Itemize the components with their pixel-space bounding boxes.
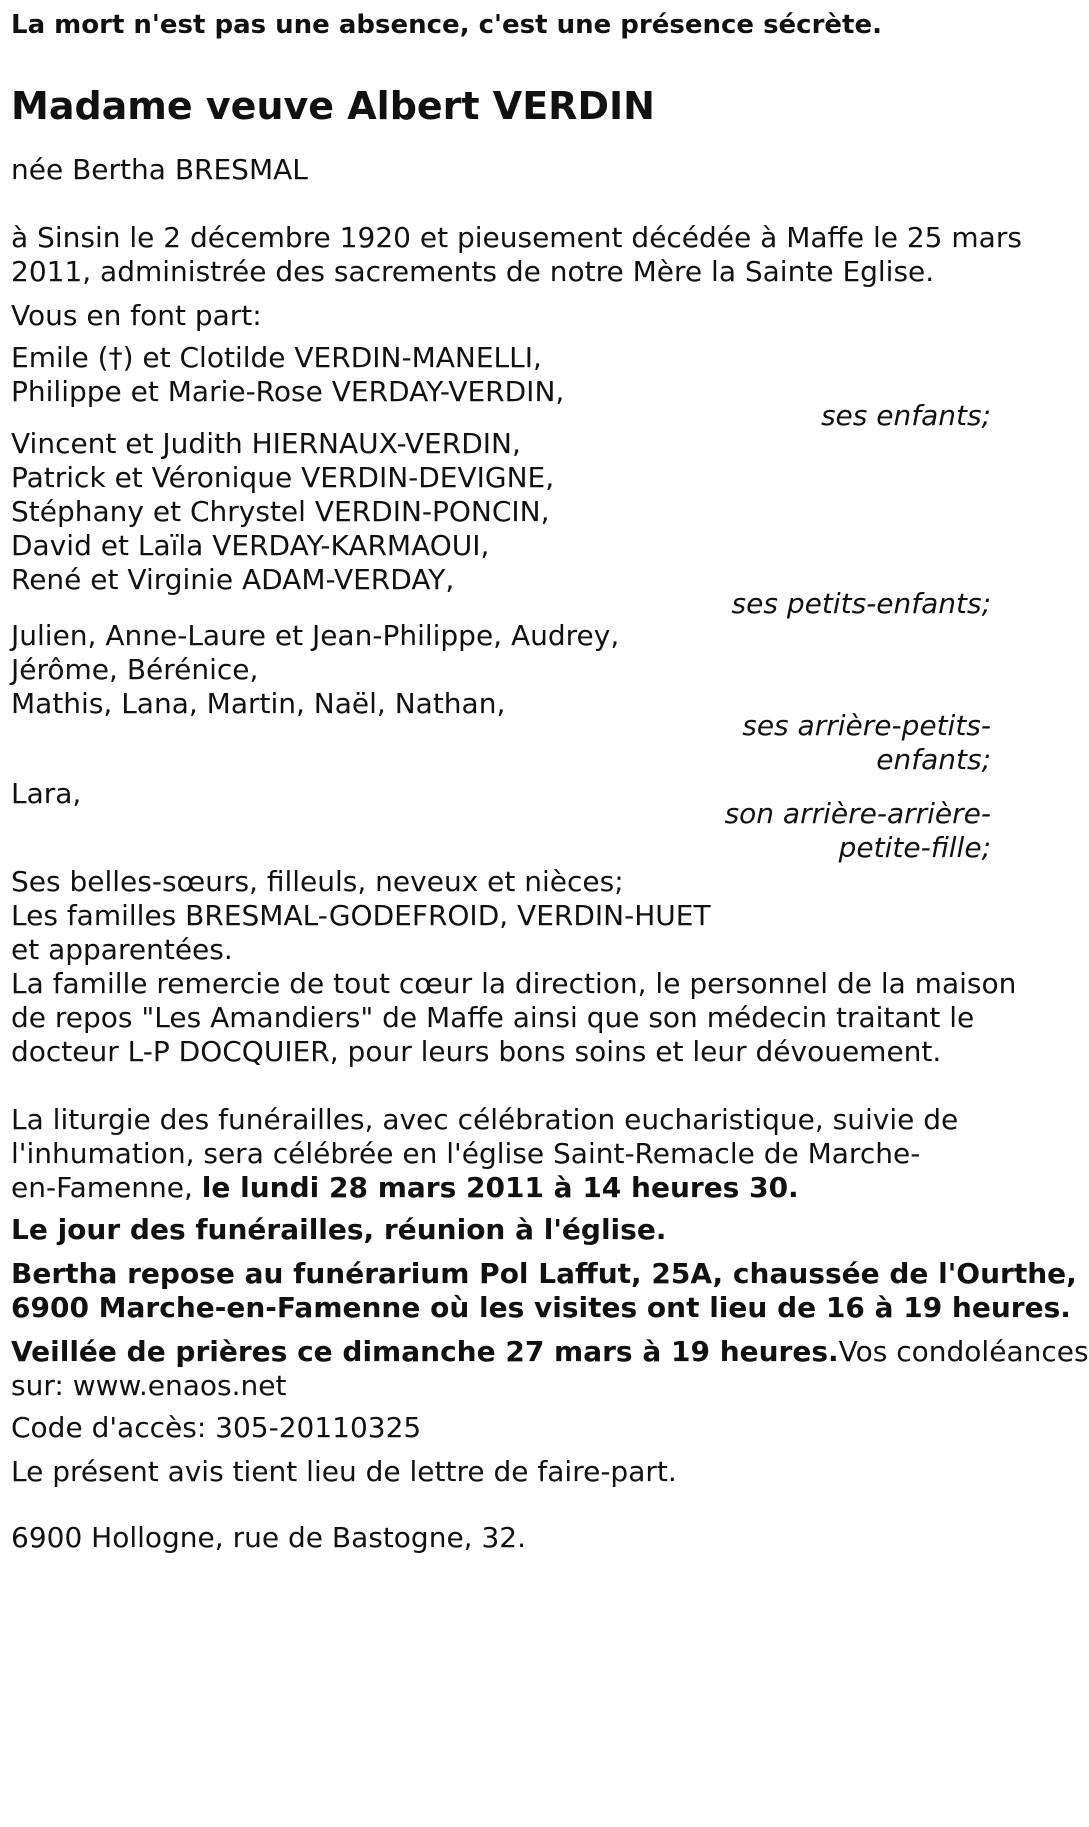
family-line: et apparentées.: [11, 933, 233, 966]
grandchildren-name: David et Laïla VERDAY-KARMAOUI,: [11, 529, 490, 562]
birth-death-line: à Sinsin le 2 décembre 1920 et pieusement décédée à Maffe le 25 mars: [11, 221, 1022, 254]
children-relation: ses enfants;: [820, 399, 991, 432]
children-name: Philippe et Marie-Rose VERDAY-VERDIN,: [11, 375, 565, 408]
great-great-granddaughter-relation: son arrière-arrière-: [724, 797, 991, 830]
condolences-website: sur: www.enaos.net: [11, 1369, 287, 1402]
great-great-granddaughter-name: Lara,: [11, 777, 82, 810]
thanks-line: La famille remercie de tout cœur la direction, le personnel de la maison: [11, 967, 1017, 1000]
liturgy-line: l'inhumation, sera célébrée en l'église Saint-Remacle de Marche-: [11, 1137, 921, 1170]
family-line: Les familles BRESMAL-GODEFROID, VERDIN-HUET: [11, 899, 711, 932]
repose-line: Bertha repose au funérarium Pol Laffut, 25A, chaussée de l'Ourthe,: [11, 1257, 1077, 1290]
born-name: née Bertha BRESMAL: [11, 153, 308, 186]
liturgy-line: [11, 1168, 799, 1208]
great-grandchildren-name: Mathis, Lana, Martin, Naël, Nathan,: [11, 687, 506, 720]
grandchildren-name: Stéphany et Chrystel VERDIN-PONCIN,: [11, 495, 550, 528]
vigil-time: Veillée de prières ce dimanche 27 mars à 19 heures.: [11, 1335, 839, 1368]
thanks-line: docteur L-P DOCQUIER, pour leurs bons soins et leur dévouement.: [11, 1035, 942, 1068]
great-grandchildren-relation: ses arrière-petits-: [742, 709, 991, 742]
announce-intro: Vous en font part:: [11, 299, 262, 332]
family-line: Ses belles-sœurs, filleuls, neveux et nièces;: [11, 865, 624, 898]
deceased-name: Madame veuve Albert VERDIN: [11, 84, 655, 128]
great-great-granddaughter-relation: petite-fille;: [838, 831, 991, 864]
great-grandchildren-name: Jérôme, Bérénice,: [11, 653, 259, 686]
meeting-note: Le jour des funérailles, réunion à l'église.: [11, 1213, 667, 1246]
children-name: Emile (†) et Clotilde VERDIN-MANELLI,: [11, 341, 542, 374]
thanks-line: de repos "Les Amandiers" de Maffe ainsi que son médecin traitant le: [11, 1001, 975, 1034]
address: 6900 Hollogne, rue de Bastogne, 32.: [11, 1521, 527, 1554]
birth-death-line: 2011, administrée des sacrements de notre Mère la Sainte Eglise.: [11, 255, 935, 288]
liturgy-line: La liturgie des funérailles, avec célébration eucharistique, suivie de: [11, 1103, 959, 1136]
funeral-date: le lundi 28 mars 2011 à 14 heures 30.: [201, 1171, 799, 1204]
grandchildren-name: Patrick et Véronique VERDIN-DEVIGNE,: [11, 461, 555, 494]
liturgy-line-prefix: en-Famenne,: [11, 1171, 202, 1204]
great-grandchildren-relation: enfants;: [876, 743, 991, 776]
condolences-text: Vos condoléances: [838, 1335, 1089, 1368]
grandchildren-relation: ses petits-enfants;: [731, 587, 991, 620]
access-code: Code d'accès: 305-20110325: [11, 1411, 422, 1444]
repose-line: 6900 Marche-en-Famenne où les visites ont lieu de 16 à 19 heures.: [11, 1291, 1071, 1324]
notice-line: Le présent avis tient lieu de lettre de faire-part.: [11, 1455, 677, 1488]
grandchildren-name: René et Virginie ADAM-VERDAY,: [11, 563, 455, 596]
great-grandchildren-name: Julien, Anne-Laure et Jean-Philippe, Audrey,: [11, 619, 620, 652]
epigraph: La mort n'est pas une absence, c'est une présence sécrète.: [11, 10, 882, 40]
grandchildren-name: Vincent et Judith HIERNAUX-VERDIN,: [11, 427, 521, 460]
